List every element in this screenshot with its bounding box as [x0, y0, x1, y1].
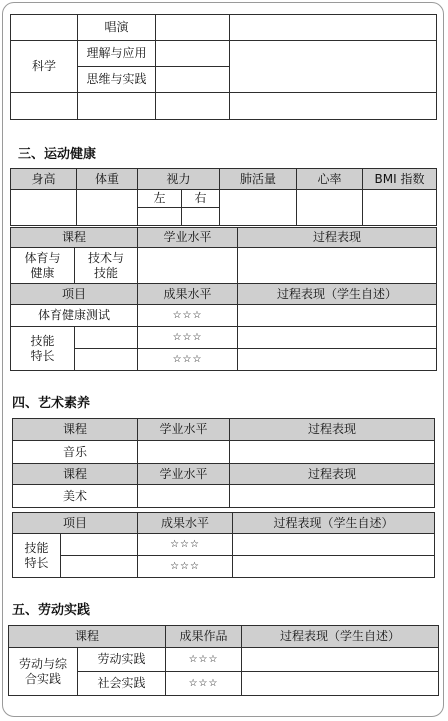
labor-table — [8, 625, 439, 696]
vision-header: 视力 — [138, 169, 220, 190]
bmi-header: BMI 指数 — [363, 169, 437, 190]
self-statement-cell — [233, 534, 435, 556]
science-row-thinking: 思维与实践 — [78, 67, 156, 93]
arts-specialty-table — [12, 512, 435, 578]
star-rating: ☆☆☆ — [138, 534, 233, 556]
item-header: 项目 — [13, 513, 138, 534]
height-header: 身高 — [11, 169, 77, 190]
fitness-test-item: 体育健康测试 — [11, 305, 138, 327]
self-statement-header: 过程表现（学生自述） — [233, 513, 435, 534]
self-statement-cell — [242, 672, 439, 696]
self-statement-cell — [238, 349, 437, 371]
self-statement-cell — [233, 556, 435, 578]
heart-rate-header: 心率 — [297, 169, 363, 190]
specialty-item — [75, 349, 138, 371]
sports-metrics-table — [10, 168, 437, 226]
music-course: 音乐 — [13, 441, 138, 464]
process-header: 过程表现 — [230, 464, 435, 485]
sports-heading: 三、运动健康 — [18, 147, 97, 162]
academic-level-value — [138, 441, 230, 464]
specialty-item — [61, 534, 138, 556]
specialty-label: 技能 特长 — [11, 327, 75, 371]
labor-heading: 五、劳动实践 — [12, 603, 91, 618]
level-cell — [156, 15, 230, 41]
process-value — [230, 485, 435, 508]
academic-level-header: 学业水平 — [138, 464, 230, 485]
technique-skill-course: 技术与 技能 — [75, 248, 138, 284]
process-value — [230, 441, 435, 464]
sports-course-table — [10, 227, 437, 371]
level-cell — [156, 67, 230, 93]
achievement-header: 成果水平 — [138, 284, 238, 305]
process-cell — [230, 15, 437, 41]
work-header: 成果作品 — [166, 626, 242, 648]
science-row-performance: 唱演 — [78, 15, 156, 41]
vision-right-label: 右 — [182, 190, 220, 208]
lung-capacity-header: 肺活量 — [220, 169, 297, 190]
self-statement-cell — [238, 305, 437, 327]
science-row-understanding: 理解与应用 — [78, 41, 156, 67]
course-header: 课程 — [13, 419, 138, 441]
item-header: 项目 — [11, 284, 138, 305]
lung-capacity-value — [220, 190, 297, 226]
specialty-item — [61, 556, 138, 578]
science-subject: 科学 — [11, 41, 78, 93]
blank-cell — [11, 15, 78, 41]
process-header: 过程表现 — [238, 228, 437, 248]
heart-rate-value — [297, 190, 363, 226]
achievement-header: 成果水平 — [138, 513, 233, 534]
self-statement-cell — [238, 327, 437, 349]
specialty-label: 技能 特长 — [13, 534, 61, 578]
labor-practice-course: 劳动实践 — [78, 648, 166, 672]
star-rating: ☆☆☆ — [138, 349, 238, 371]
level-cell — [156, 41, 230, 67]
star-rating: ☆☆☆ — [138, 305, 238, 327]
weight-header: 体重 — [77, 169, 138, 190]
star-rating: ☆☆☆ — [166, 648, 242, 672]
self-statement-header: 过程表现（学生自述） — [238, 284, 437, 305]
process-value — [238, 248, 437, 284]
star-rating: ☆☆☆ — [166, 672, 242, 696]
star-rating: ☆☆☆ — [138, 556, 233, 578]
science-table — [10, 14, 437, 120]
specialty-item — [75, 327, 138, 349]
bmi-value — [363, 190, 437, 226]
star-rating: ☆☆☆ — [138, 327, 238, 349]
academic-level-header: 学业水平 — [138, 419, 230, 441]
blank-cell — [78, 93, 156, 120]
social-practice-course: 社会实践 — [78, 672, 166, 696]
blank-cell — [11, 93, 78, 120]
blank-cell — [230, 93, 437, 120]
pe-health-subject: 体育与 健康 — [11, 248, 75, 284]
vision-left-value — [138, 208, 182, 226]
course-header: 课程 — [9, 626, 166, 648]
vision-left-label: 左 — [138, 190, 182, 208]
blank-cell — [156, 93, 230, 120]
vision-right-value — [182, 208, 220, 226]
course-header: 课程 — [13, 464, 138, 485]
fine-art-course: 美术 — [13, 485, 138, 508]
process-cell — [230, 41, 437, 93]
process-header: 过程表现 — [230, 419, 435, 441]
arts-heading: 四、艺术素养 — [12, 396, 91, 411]
arts-course-table — [12, 418, 435, 508]
labor-group-label: 劳动与综 合实践 — [9, 648, 78, 696]
self-statement-header: 过程表现（学生自述） — [242, 626, 439, 648]
academic-level-value — [138, 485, 230, 508]
weight-value — [77, 190, 138, 226]
course-header: 课程 — [11, 228, 138, 248]
academic-level-value — [138, 248, 238, 284]
height-value — [11, 190, 77, 226]
self-statement-cell — [242, 648, 439, 672]
academic-level-header: 学业水平 — [138, 228, 238, 248]
